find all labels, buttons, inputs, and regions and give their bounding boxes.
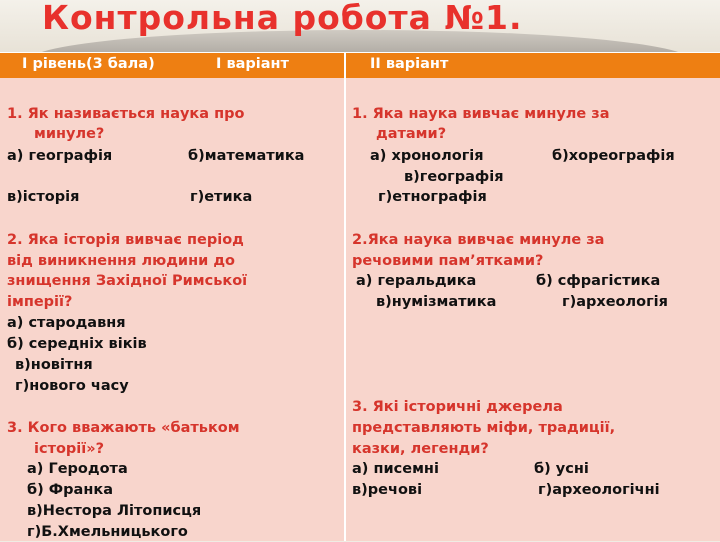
variant-2-header: ІІ варіант	[370, 56, 449, 72]
v2-q2-option-d: г)археологія	[562, 294, 668, 310]
v1-question-3: 3. Кого вважають «батьком	[7, 420, 240, 436]
v1-q1-option-c: в)історія	[7, 189, 80, 205]
v2-q1-option-d: г)етнографія	[378, 189, 487, 205]
v2-question-1: 1. Яка наука вивчає минуле за	[352, 106, 610, 122]
v1-question-1: 1. Як називається наука про	[7, 106, 245, 122]
table-header	[0, 53, 720, 78]
v1-question-2: 2. Яка історія вивчає період	[7, 232, 244, 248]
v2-question-2: 2.Яка наука вивчає минуле за	[352, 232, 605, 248]
v2-q3-option-c: в)речові	[352, 482, 423, 498]
v2-question-2-cont: речовими пам’ятками?	[352, 253, 544, 269]
variant-2-column	[346, 78, 720, 541]
v2-q3-option-b: б) усні	[534, 461, 589, 477]
v2-question-3-cont2: казки, легенди?	[352, 441, 489, 457]
v1-q2-option-b: б) середніх віків	[7, 336, 147, 352]
v2-question-3-cont1: представляють міфи, традиції,	[352, 420, 616, 436]
v1-question-2-cont3: імперії?	[7, 294, 73, 310]
v2-q1-option-b: б)хореографія	[552, 148, 675, 164]
v1-q3-option-d: г)Б.Хмельницького	[27, 524, 188, 540]
variant-1-header: І варіант	[216, 56, 289, 72]
v1-q3-option-a: а) Геродота	[27, 461, 128, 477]
v1-question-1-cont: минуле?	[34, 126, 105, 142]
v1-q2-option-c: в)новітня	[15, 357, 93, 373]
test-table	[0, 52, 720, 541]
v2-question-1-cont: датами?	[376, 126, 447, 142]
v2-q3-option-d: г)археологічні	[538, 482, 660, 498]
v2-q2-option-a: а) геральдика	[356, 273, 477, 289]
v2-q2-option-b: б) сфрагістика	[536, 273, 661, 289]
level-label: І рівень(3 бала)	[22, 56, 155, 72]
v2-q2-option-c: в)нумізматика	[376, 294, 497, 310]
v1-q2-option-a: а) стародавня	[7, 315, 126, 331]
v1-q3-option-c: в)Нестора Літописця	[27, 503, 202, 519]
v1-question-3-cont: історії»?	[34, 441, 105, 457]
v2-q1-option-c: в)географія	[404, 169, 504, 185]
v1-q3-option-b: б) Франка	[27, 482, 113, 498]
v1-q1-option-b: б)математика	[188, 148, 305, 164]
v1-question-2-cont2: знищення Західної Римської	[7, 273, 248, 289]
v2-q1-option-a: а) хронологія	[370, 148, 484, 164]
v1-q1-option-d: г)етика	[190, 189, 253, 205]
page-title: Контрольна робота №1.	[42, 0, 523, 37]
v1-q1-option-a: а) географія	[7, 148, 113, 164]
v2-q3-option-a: а) писемні	[352, 461, 439, 477]
v1-question-2-cont1: від виникнення людини до	[7, 253, 235, 269]
v2-question-3: 3. Які історичні джерела	[352, 399, 563, 415]
variant-1-column	[0, 78, 344, 541]
v1-q2-option-d: г)нового часу	[15, 378, 129, 394]
